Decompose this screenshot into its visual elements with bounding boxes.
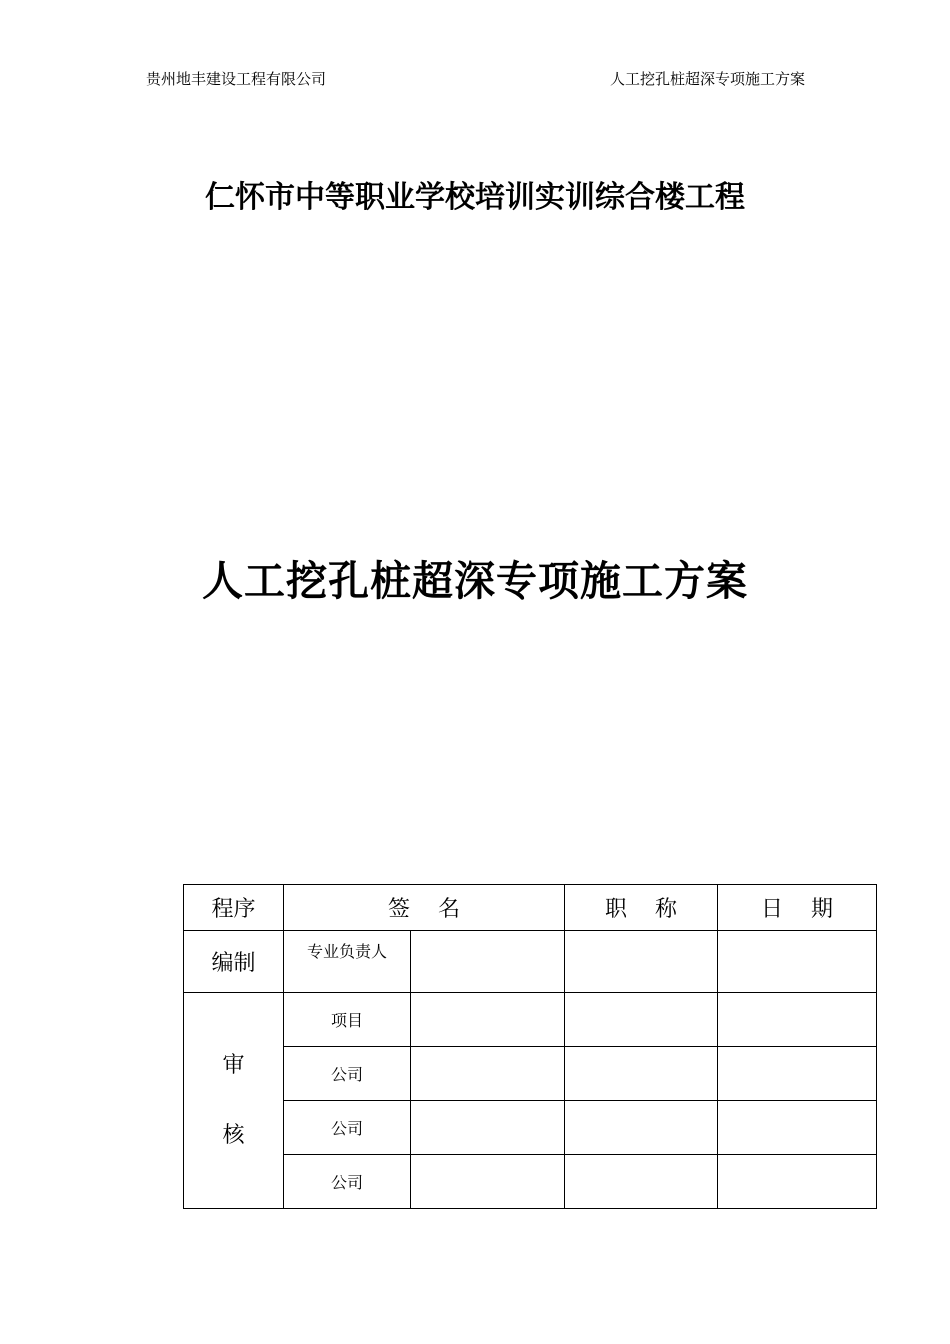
header-company: 贵州地丰建设工程有限公司 bbox=[146, 70, 327, 88]
document-title: 人工挖孔桩超深专项施工方案 bbox=[202, 557, 748, 605]
signature-table bbox=[183, 884, 877, 1209]
table-row-review-1 bbox=[184, 993, 877, 1047]
header-procedure: 程序 bbox=[184, 885, 284, 931]
edit-signature-cell[interactable] bbox=[411, 931, 565, 993]
review-label-1: 审 bbox=[222, 1052, 245, 1078]
review-label-2: 核 bbox=[222, 1122, 245, 1148]
review-signature-cell[interactable] bbox=[411, 993, 565, 1047]
review-signature-cell[interactable] bbox=[411, 1101, 565, 1155]
review-signature-cell[interactable] bbox=[411, 1155, 565, 1209]
edit-label: 编制 bbox=[184, 931, 284, 993]
review-date-cell[interactable] bbox=[718, 993, 877, 1047]
review-date-cell[interactable] bbox=[718, 1101, 877, 1155]
header-date: 日 期 bbox=[718, 885, 877, 931]
table-row-edit bbox=[184, 931, 877, 993]
edit-title-cell[interactable] bbox=[565, 931, 718, 993]
review-title-cell[interactable] bbox=[565, 1101, 718, 1155]
review-role: 项目 bbox=[284, 993, 411, 1047]
header-title: 职 称 bbox=[565, 885, 718, 931]
table-row-review-3 bbox=[184, 1101, 877, 1155]
edit-role: 专业负责人 bbox=[284, 931, 411, 993]
review-date-cell[interactable] bbox=[718, 1047, 877, 1101]
review-title-cell[interactable] bbox=[565, 1155, 718, 1209]
project-title: 仁怀市中等职业学校培训实训综合楼工程 bbox=[205, 180, 745, 215]
review-role: 公司 bbox=[284, 1101, 411, 1155]
header-signature: 签 名 bbox=[284, 885, 565, 931]
review-date-cell[interactable] bbox=[718, 1155, 877, 1209]
edit-date-cell[interactable] bbox=[718, 931, 877, 993]
review-title-cell[interactable] bbox=[565, 993, 718, 1047]
review-role: 公司 bbox=[284, 1047, 411, 1101]
review-label bbox=[184, 993, 284, 1209]
review-signature-cell[interactable] bbox=[411, 1047, 565, 1101]
table-header-row bbox=[184, 885, 877, 931]
table-row-review-4 bbox=[184, 1155, 877, 1209]
header-doc-title: 人工挖孔桩超深专项施工方案 bbox=[609, 70, 805, 88]
review-title-cell[interactable] bbox=[565, 1047, 718, 1101]
review-role: 公司 bbox=[284, 1155, 411, 1209]
table-row-review-2 bbox=[184, 1047, 877, 1101]
